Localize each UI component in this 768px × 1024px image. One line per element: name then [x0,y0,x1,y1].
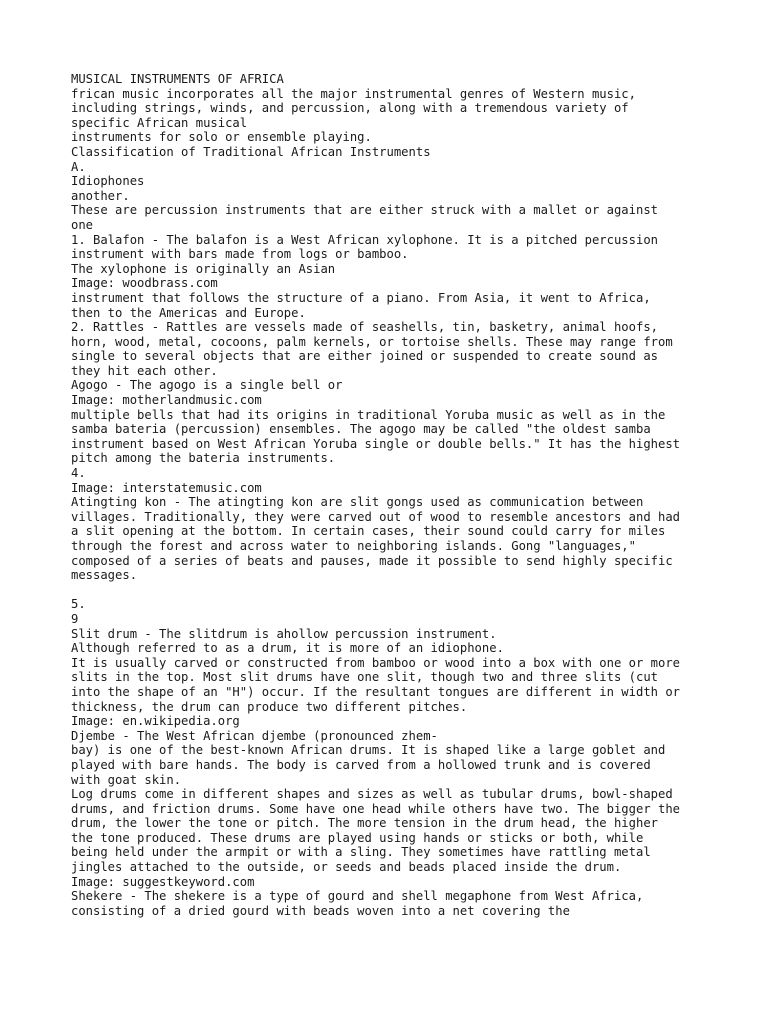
text-line: then to the Americas and Europe. [71,305,306,320]
text-line: with goat skin. [71,772,182,787]
text-line: played with bare hands. The body is carved from a hollowed trunk and is covered [71,757,651,772]
text-line: instrument that follows the structure of a piano. From Asia, it went to Africa, [71,290,651,305]
text-line: It is usually carved or constructed from bamboo or wood into a box with one or more [71,655,681,670]
text-line: These are percussion instruments that are either struck with a mallet or against [71,203,658,218]
text-line: frican music incorporates all the major instrumental genres of Western music, [71,86,636,101]
text-line: Image: motherlandmusic.com [71,393,262,408]
text-line: single to several objects that are either joined or suspended to create sound as [71,349,658,364]
text-line: thickness, the drum can produce two different pitches. [71,699,468,714]
text-line: Image: interstatemusic.com [71,480,262,495]
text-line: Classification of Traditional African Instruments [71,144,431,159]
text-line: horn, wood, metal, cocoons, palm kernels, or tortoise shells. These may range from [71,334,673,349]
text-line: Although referred to as a drum, it is more of an idiophone. [71,641,504,656]
text-line: villages. Traditionally, they were carved out of wood to resemble ancestors and had [71,509,681,524]
text-line: Slit drum - The slitdrum is ahollow percussion instrument. [71,626,497,641]
text-line: 9 [71,611,79,626]
text-line: The xylophone is originally an Asian [71,261,336,276]
text-line: Djembe - The West African djembe (pronounced zhem- [71,728,438,743]
text-line: multiple bells that had its origins in traditional Yoruba music as well as in the [71,407,666,422]
text-line: 4. [71,466,86,481]
text-line: into the shape of an "H") occur. If the resultant tongues are different in width or [71,684,681,699]
text-line: including strings, winds, and percussion, along with a tremendous variety of [71,101,629,116]
text-line: Idiophones [71,174,145,189]
text-line: drums, and friction drums. Some have one head while others have two. The bigger the [71,801,681,816]
text-line: pitch among the bateria instruments. [71,451,336,466]
text-line: Image: woodbrass.com [71,276,218,291]
document-page [71,72,731,918]
text-line: 5. [71,597,86,612]
text-line: consisting of a dried gourd with beads woven into a net covering the [71,903,570,918]
text-line: being held under the armpit or with a sling. They sometimes have rattling metal [71,845,651,860]
text-line: instrument with bars made from logs or bamboo. [71,247,409,262]
text-line: 1. Balafon - The balafon is a West African xylophone. It is a pitched percussion [71,232,658,247]
text-line: one [71,217,94,232]
text-line: instruments for solo or ensemble playing. [71,130,372,145]
text-line: through the forest and across water to neighboring islands. Gong "languages," [71,539,636,553]
text-line: Agogo - The agogo is a single bell or [71,378,343,393]
text-line: Image: suggestkeyword.com [71,874,255,889]
text-line: another. [71,188,130,203]
text-line: slits in the top. Most slit drums have one slit, though two and three slits (cut [71,670,658,685]
blank-line [71,583,731,598]
text-line: Image: en.wikipedia.org [71,714,240,729]
text-line: Log drums come in different shapes and sizes as well as tubular drums, bowl-shaped [71,787,673,802]
text-line: Atingting kon - The atingting kon are slit gongs used as communication between [71,495,644,510]
text-line: specific African musical [71,115,248,130]
text-line: they hit each other. [71,363,218,378]
text-line: instrument based on West African Yoruba single or double bells." It has the highest [71,436,681,451]
document-title: MUSICAL INSTRUMENTS OF AFRICA [71,72,284,86]
text-line: samba bateria (percussion) ensembles. The agogo may be called "the oldest samba [71,422,651,437]
text-line: messages. [71,568,138,583]
text-line: the tone produced. These drums are played using hands or sticks or both, while [71,830,644,845]
text-line: jingles attached to the outside, or seeds and beads placed inside the drum. [71,860,622,875]
text-line: a slit opening at the bottom. In certain cases, their sound could carry for miles [71,524,666,539]
text-line: A. [71,159,86,174]
text-line: composed of a series of beats and pauses, made it possible to send highly specific [71,553,673,568]
text-line: bay) is one of the best-known African drums. It is shaped like a large goblet and [71,743,666,758]
text-line: drum, the lower the tone or pitch. The more tension in the drum head, the higher [71,816,658,831]
text-line: 2. Rattles - Rattles are vessels made of seashells, tin, basketry, animal hoofs, [71,320,658,335]
text-line: Shekere - The shekere is a type of gourd and shell megaphone from West Africa, [71,889,644,904]
